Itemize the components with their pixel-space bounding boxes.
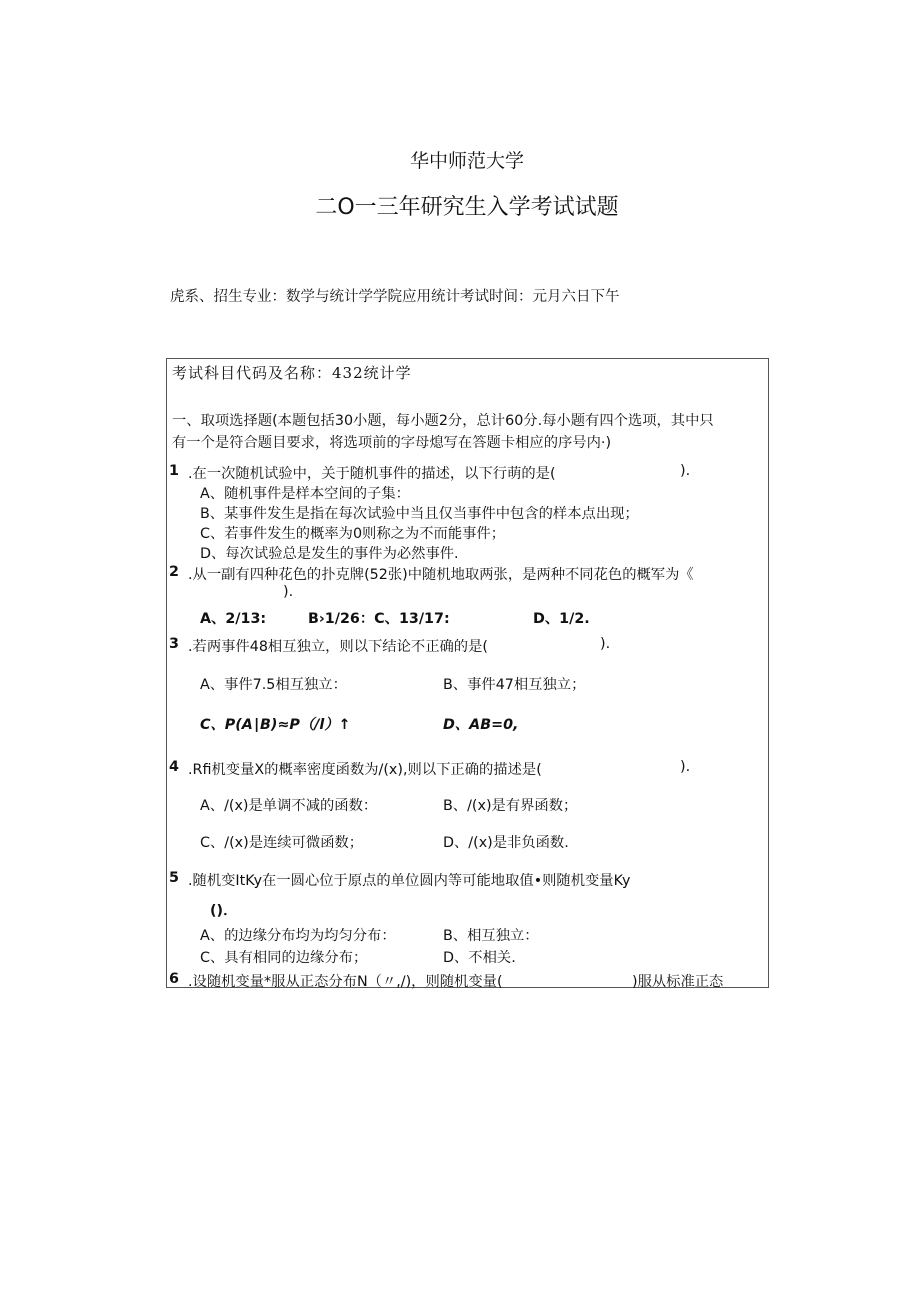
option-a: A、随机事件是样本空间的子集： xyxy=(200,486,410,502)
question-stem-tail: ). xyxy=(283,584,294,600)
question-number: 6 xyxy=(169,971,179,987)
option-b-c: B›1/26：C、13/17: xyxy=(308,611,450,627)
exam-info-line: 虎系、招生专业：数学与统计学学院应用统计考试时间：元月六日下午 xyxy=(170,289,620,305)
option-a: A、2/13: xyxy=(200,611,267,627)
option-b: B、某事件发生是指在每次试验中当且仅当事件中包含的样本点出现； xyxy=(200,506,639,522)
option-a: A、的边缘分布均为均匀分布： xyxy=(200,928,396,944)
question-stem: .Rfi机变量X的概率密度函数为/(x),则以下正确的描述是( xyxy=(188,762,542,778)
option-d: D、1/2. xyxy=(533,611,590,627)
question-stem-tail: ). xyxy=(680,463,691,479)
question-number: 3 xyxy=(169,636,179,652)
option-b: B、相互独立： xyxy=(443,928,539,944)
question-stem-tail: ()． xyxy=(210,903,238,919)
section-title-cont: 有一个是符合题目要求，将选项前的字母熄写在答题卡相应的序号内·) xyxy=(172,435,612,451)
question-number: 2 xyxy=(169,564,179,580)
question-stem-tail: ). xyxy=(680,759,691,775)
option-d: D、/(x)是非负函数. xyxy=(443,835,569,851)
question-stem: .若两事件48相互独立，则以下结论不正确的是( xyxy=(188,639,488,655)
option-c: C、P(A∣B)≈P（/l）↑ xyxy=(200,717,351,733)
subject-line: 考试科目代码及名称：432统计学 xyxy=(172,364,412,382)
exam-title: 二O一三年研究生入学考试试题 xyxy=(315,195,619,220)
option-a: A、事件7.5相互独立： xyxy=(200,677,347,693)
question-stem: .设随机变量*服从正态分布N（〃,/)，则随机变量( xyxy=(188,974,503,990)
option-c: C、若事件发生的概率为0则称之为不而能事件； xyxy=(200,526,506,542)
question-number: 4 xyxy=(169,759,179,775)
question-box xyxy=(166,358,769,988)
option-d: D、每次试验总是发生的事件为必然事件. xyxy=(200,546,459,562)
option-d: D、不相关. xyxy=(443,950,516,966)
question-number: 1 xyxy=(169,463,179,479)
option-b: B、/(x)是有界函数； xyxy=(443,798,578,814)
option-d: D、AB=0, xyxy=(443,717,519,733)
option-a: A、/(x)是单调不减的函数： xyxy=(200,798,378,814)
question-stem-tail: )服从标准正态 xyxy=(632,974,724,990)
question-stem: .随机变ItKy在一圆心位于原点的单位圆内等可能地取值•则随机变量Ky xyxy=(188,873,631,889)
university-name: 华中师范大学 xyxy=(409,150,524,172)
section-title: 一、取项选择题(本题包括30小题，每小题2分，总计60分.每小题有四个选项，其中只 xyxy=(172,413,714,429)
question-stem-tail: ). xyxy=(600,636,611,652)
question-stem: .从一副有四种花色的扑克牌(52张)中随机地取两张，是两种不同花色的概军为《 xyxy=(188,567,694,583)
option-c: C、/(x)是连续可微函数； xyxy=(200,835,364,851)
option-c: C、具有相同的边缘分布； xyxy=(200,950,368,966)
question-number: 5 xyxy=(169,870,179,886)
question-stem: .在一次随机试验中，关于随机事件的描述，以下行萌的是( xyxy=(188,466,556,482)
option-b: B、事件47相互独立； xyxy=(443,677,586,693)
